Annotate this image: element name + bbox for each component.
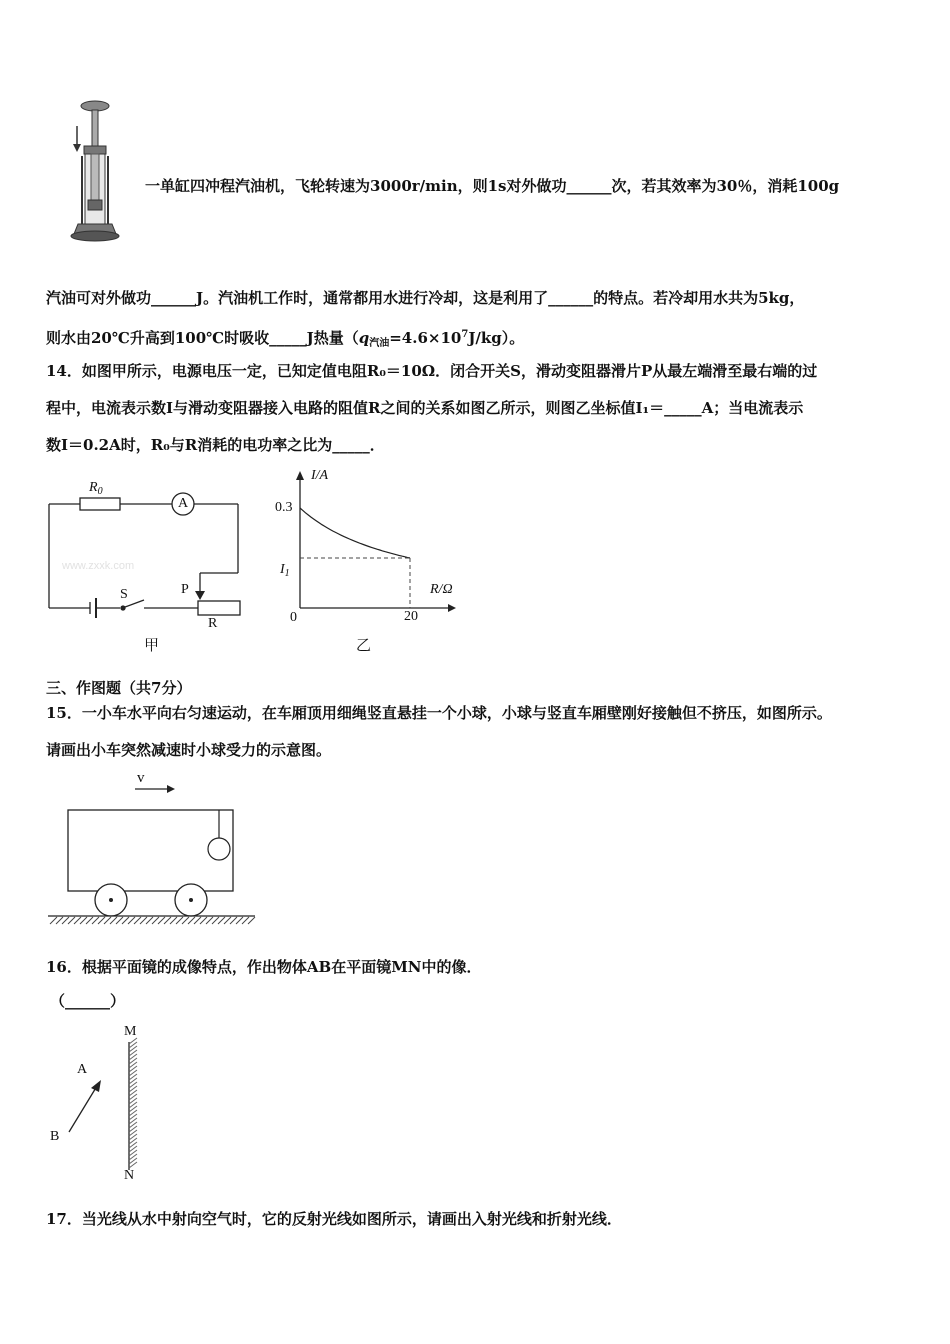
mirror-label-n: N [124,1168,135,1183]
ground-hatch-line [134,917,141,924]
q15-line1: 15．一小车水平向右匀速运动，在车厢顶用细绳竖直悬挂一个小球，小球与竖直车厢壁刚好接触但不挤压，如图所示。 [46,704,832,722]
r0-label: $R_0$ [89,480,103,497]
point-b-label: B [50,1129,60,1144]
slider-p-arrow [195,591,205,600]
current-resistance-graph [270,465,470,640]
ground-hatch-line [170,917,177,924]
object-arrowhead [91,1080,101,1092]
y-axis-arrow [296,471,304,480]
ground-hatch-line [110,917,117,924]
x-axis-label: R/Ω [430,582,453,597]
velocity-label: v [137,770,145,786]
ground-hatch-line [236,917,243,924]
q14-line2: 程中，电流表示数I与滑动变阻器接入电路的阻值R之间的关系如图乙所示，则图乙坐标值I₁＝_____A；当电流表示 [46,399,804,417]
ground-hatch-line [200,917,207,924]
mirror-label-m: M [124,1024,137,1039]
q16-answer-blank: （______） [50,992,126,1010]
ground-hatch-line [128,917,135,924]
cart-figure [45,770,260,930]
q13-line2: 汽油可对外做功______J。汽油机工作时，通常都用水进行冷却，这是利用了______的特点。若冷却用水共为5kg， [46,289,805,307]
ground-hatch-line [152,917,159,924]
y-tick-0.3: 0.3 [275,500,293,515]
rheostat-r [198,601,240,615]
air-compression-syringe-figure [60,100,130,250]
ball [208,838,230,860]
ground-hatch-line [62,917,69,924]
q14-line1: 14．如图甲所示，电源电压一定，已知定值电阻R₀＝10Ω．闭合开关S，滑动变阻器滑片P从最左端滑至最右端的过 [46,362,818,380]
ground-hatch-line [140,917,147,924]
ammeter-label: A [178,496,189,511]
ground-hatch-line [80,917,87,924]
ground-hatch-line [56,917,63,924]
y-tick-i1: $I_1$ [280,562,290,579]
object-ab [69,1086,97,1132]
ground-hatch-line [68,917,75,924]
q13-line3: 则水由20℃升高到100℃时吸收_____J热量$(q_{汽油}=4.6\times 10^7J/kg)$。 [46,329,525,349]
ground-hatch-line [212,917,219,924]
ground-hatch-line [176,917,183,924]
ground-hatch-line [248,917,255,924]
q17-line1: 17．当光线从水中射向空气时，它的反射光线如图所示，请画出入射光线和折射光线． [46,1210,622,1228]
figure-b-caption: 乙 [356,636,372,654]
ground-hatch-line [164,917,171,924]
watermark-text: www.zxxk.com [62,560,135,572]
q16-line1: 16．根据平面镜的成像特点，作出物体AB在平面镜MN中的像． [46,958,482,976]
point-a-label: A [77,1062,88,1077]
ground-hatch-line [206,917,213,924]
q14-line3: 数I＝0.2A时，R₀与R消耗的电功率之比为_____． [46,436,385,454]
x-axis-arrow [448,604,456,612]
ground-hatch-line [242,917,249,924]
ground-hatch-line [86,917,93,924]
current-curve [300,508,410,558]
ground-hatch-line [182,917,189,924]
ground-hatch-line [98,917,105,924]
ground-hatch-line [146,917,153,924]
ground-hatch-line [104,917,111,924]
ground-hatch-line [122,917,129,924]
origin-label: 0 [290,610,297,625]
q13-line1: 一单缸四冲程汽油机，飞轮转速为3000r/min，则1s对外做功______次，若其效率为30％，消耗100g [145,177,840,195]
q15-line2: 请画出小车突然减速时小球受力的示意图。 [46,741,332,759]
ground-hatch-line [230,917,237,924]
r0-resistor [80,498,120,510]
switch-label: S [120,587,128,602]
ground-hatch-line [224,917,231,924]
plane-mirror-figure [45,1020,165,1190]
x-tick-20: 20 [404,609,418,624]
ground-hatch-line [74,917,81,924]
section-3-title: 三、作图题（共7分） [46,679,192,697]
ground-hatch-line [158,917,165,924]
slider-label: P [181,582,189,597]
y-axis-label: I/A [311,468,329,483]
ground-hatch-line [188,917,195,924]
figure-a-caption: 甲 [144,636,160,654]
ground-hatch-line [116,917,123,924]
ground-hatch-line [92,917,99,924]
ground-hatch-line [218,917,225,924]
rheostat-label: R [208,616,218,631]
ground-hatch-line [194,917,201,924]
ground-hatch-line [50,917,57,924]
